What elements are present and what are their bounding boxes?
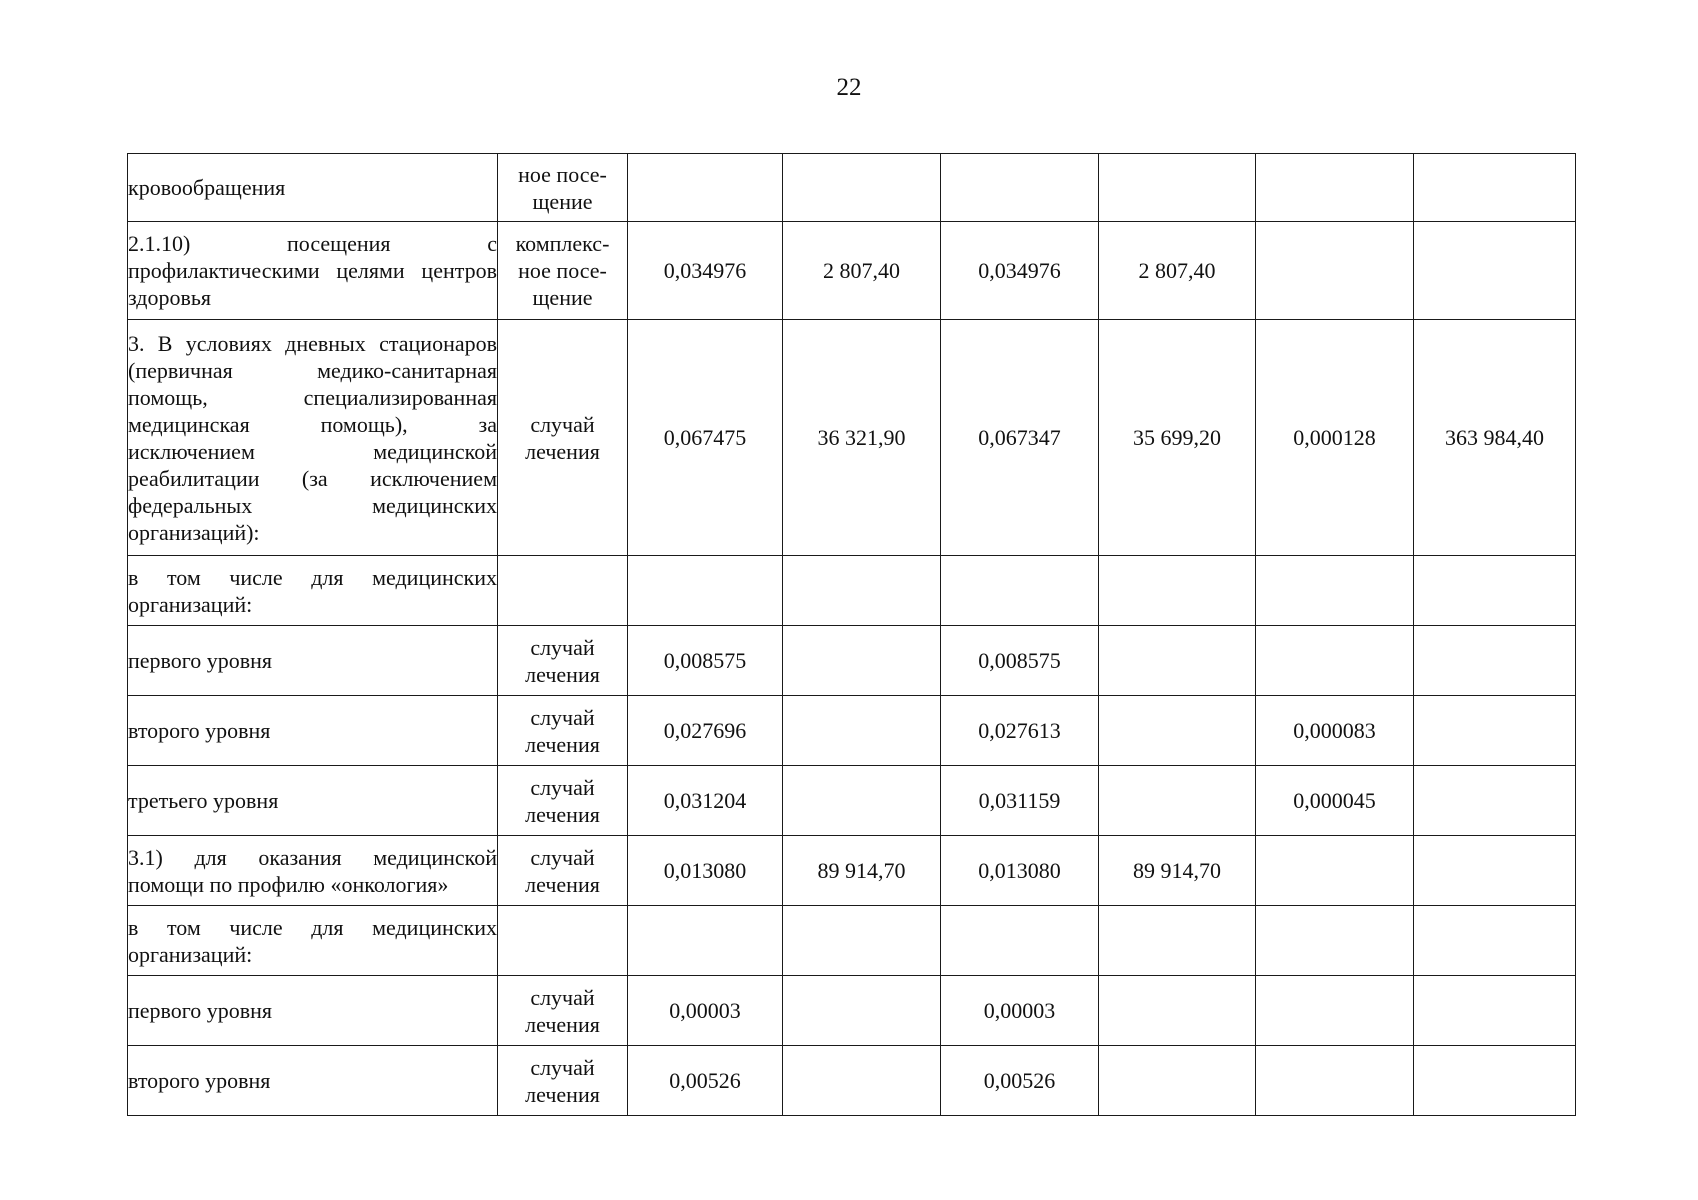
value-cell	[941, 626, 1099, 696]
unit-cell	[498, 1046, 628, 1116]
value-cell	[1256, 766, 1414, 836]
value-text: 0,034976	[663, 258, 747, 283]
table-row	[128, 906, 1576, 976]
row-name-cell	[128, 1046, 498, 1116]
value-text: 0,013080	[663, 858, 747, 883]
value-text: 0,013080	[978, 858, 1061, 883]
value-cell	[941, 1046, 1099, 1116]
value-text: 0,00003	[983, 998, 1056, 1023]
value-cell	[941, 836, 1099, 906]
value-cell	[1414, 696, 1576, 766]
value-text: 2 807,40	[1138, 258, 1216, 283]
value-text: 0,000045	[1293, 788, 1376, 813]
row-name: в том числе для медицинских организаций:	[128, 914, 497, 967]
value-cell	[1099, 320, 1256, 556]
unit-cell	[498, 320, 628, 556]
value-cell	[1256, 320, 1414, 556]
unit-label: ное посе- щение	[518, 161, 607, 214]
value-cell	[628, 836, 783, 906]
unit-label: случай лечения	[525, 774, 600, 827]
value-cell	[1414, 766, 1576, 836]
value-cell	[1414, 906, 1576, 976]
value-cell	[1099, 1046, 1256, 1116]
value-cell	[1256, 1046, 1414, 1116]
table-row	[128, 836, 1576, 906]
value-cell	[1099, 906, 1256, 976]
value-text: 0,00526	[669, 1068, 741, 1093]
value-cell	[1099, 976, 1256, 1046]
value-text: 0,031204	[663, 788, 747, 813]
row-name-cell	[128, 976, 498, 1046]
value-text: 0,067475	[663, 425, 747, 450]
row-name-cell	[128, 222, 498, 320]
value-cell	[1414, 154, 1576, 222]
value-cell	[1099, 836, 1256, 906]
value-cell	[628, 556, 783, 626]
unit-label: случай лечения	[525, 1054, 600, 1107]
value-cell	[628, 766, 783, 836]
row-name-cell	[128, 696, 498, 766]
unit-cell	[498, 154, 628, 222]
row-name: кровообращения	[128, 175, 286, 200]
unit-label: случай лечения	[525, 984, 600, 1037]
value-cell	[1099, 766, 1256, 836]
row-name: 3. В условиях дневных стационаров (первичная медико-санитарная помощь, специализированная медицинская помощь), за исключением медицинской реабилитации (за исключением федеральных медицинских организаций):	[128, 330, 497, 545]
row-name: первого уровня	[128, 998, 273, 1023]
value-text: 0,034976	[978, 258, 1061, 283]
table-row	[128, 154, 1576, 222]
row-name: в том числе для медицинских организаций:	[128, 564, 497, 617]
value-cell	[628, 154, 783, 222]
value-cell	[1414, 626, 1576, 696]
value-cell	[783, 556, 941, 626]
value-cell	[783, 906, 941, 976]
table-row	[128, 320, 1576, 556]
value-cell	[628, 222, 783, 320]
value-cell	[628, 906, 783, 976]
value-cell	[1414, 222, 1576, 320]
value-text: 0,027696	[663, 718, 747, 743]
table-row	[128, 222, 1576, 320]
value-cell	[1414, 976, 1576, 1046]
value-cell	[1099, 696, 1256, 766]
value-cell	[1256, 976, 1414, 1046]
row-name-cell	[128, 556, 498, 626]
value-cell	[783, 626, 941, 696]
value-text: 0,00526	[983, 1068, 1056, 1093]
value-cell	[1099, 556, 1256, 626]
value-text: 0,031159	[978, 788, 1061, 813]
unit-label: случай лечения	[525, 634, 600, 687]
row-name: второго уровня	[128, 1068, 271, 1093]
value-text: 0,008575	[978, 648, 1061, 673]
value-text: 0,000083	[1293, 718, 1376, 743]
value-cell	[1099, 222, 1256, 320]
tariff-table	[127, 153, 1576, 1116]
value-text: 2 807,40	[823, 258, 900, 283]
value-cell	[941, 222, 1099, 320]
value-cell	[941, 976, 1099, 1046]
row-name: 3.1) для оказания медицинской помощи по профилю «онкология»	[128, 844, 497, 897]
value-text: 89 914,70	[817, 858, 906, 883]
value-cell	[941, 154, 1099, 222]
value-cell	[1414, 320, 1576, 556]
value-cell	[1256, 154, 1414, 222]
value-cell	[628, 696, 783, 766]
unit-label: случай лечения	[525, 844, 600, 897]
unit-cell	[498, 766, 628, 836]
value-cell	[941, 696, 1099, 766]
value-text: 89 914,70	[1133, 858, 1221, 883]
value-cell	[941, 906, 1099, 976]
row-name: третьего уровня	[128, 788, 279, 813]
value-text: 0,000128	[1293, 425, 1376, 450]
value-text: 36 321,90	[817, 425, 906, 450]
value-cell	[783, 766, 941, 836]
value-cell	[1256, 222, 1414, 320]
value-cell	[941, 320, 1099, 556]
value-cell	[628, 1046, 783, 1116]
row-name: 2.1.10) посещения с профилактическими целями центров здоровья	[128, 231, 497, 310]
value-cell	[628, 976, 783, 1046]
value-cell	[628, 626, 783, 696]
table-row	[128, 1046, 1576, 1116]
value-cell	[1256, 906, 1414, 976]
value-cell	[1256, 836, 1414, 906]
table-row	[128, 976, 1576, 1046]
value-cell	[941, 766, 1099, 836]
unit-label: комплекс- ное посе- щение	[515, 231, 610, 310]
value-cell	[783, 320, 941, 556]
row-name-cell	[128, 766, 498, 836]
table-row	[128, 696, 1576, 766]
table-row	[128, 556, 1576, 626]
unit-cell	[498, 556, 628, 626]
value-cell	[1414, 556, 1576, 626]
row-name-cell	[128, 320, 498, 556]
value-cell	[783, 222, 941, 320]
unit-cell	[498, 696, 628, 766]
value-cell	[783, 976, 941, 1046]
value-cell	[783, 1046, 941, 1116]
value-text: 0,027613	[978, 718, 1061, 743]
unit-cell	[498, 626, 628, 696]
value-cell	[1099, 626, 1256, 696]
page-number: 22	[836, 74, 862, 101]
value-cell	[941, 556, 1099, 626]
value-text: 0,008575	[663, 648, 747, 673]
value-text: 35 699,20	[1133, 425, 1221, 450]
table-body	[128, 154, 1576, 1116]
table-row	[128, 766, 1576, 836]
row-name: первого уровня	[128, 648, 273, 673]
row-name: второго уровня	[128, 718, 271, 743]
unit-cell	[498, 836, 628, 906]
unit-cell	[498, 906, 628, 976]
value-text: 363 984,40	[1445, 425, 1544, 450]
value-cell	[1099, 154, 1256, 222]
value-cell	[628, 320, 783, 556]
value-cell	[1414, 836, 1576, 906]
unit-label: случай лечения	[525, 411, 600, 464]
unit-label: случай лечения	[525, 704, 600, 757]
value-cell	[1256, 626, 1414, 696]
value-cell	[1256, 696, 1414, 766]
value-cell	[783, 154, 941, 222]
unit-cell	[498, 222, 628, 320]
value-text: 0,067347	[978, 425, 1061, 450]
row-name-cell	[128, 906, 498, 976]
row-name-cell	[128, 626, 498, 696]
value-cell	[783, 696, 941, 766]
table-row	[128, 626, 1576, 696]
unit-cell	[498, 976, 628, 1046]
value-cell	[783, 836, 941, 906]
value-cell	[1256, 556, 1414, 626]
row-name-cell	[128, 836, 498, 906]
value-cell	[1414, 1046, 1576, 1116]
row-name-cell	[128, 154, 498, 222]
value-text: 0,00003	[669, 998, 741, 1023]
